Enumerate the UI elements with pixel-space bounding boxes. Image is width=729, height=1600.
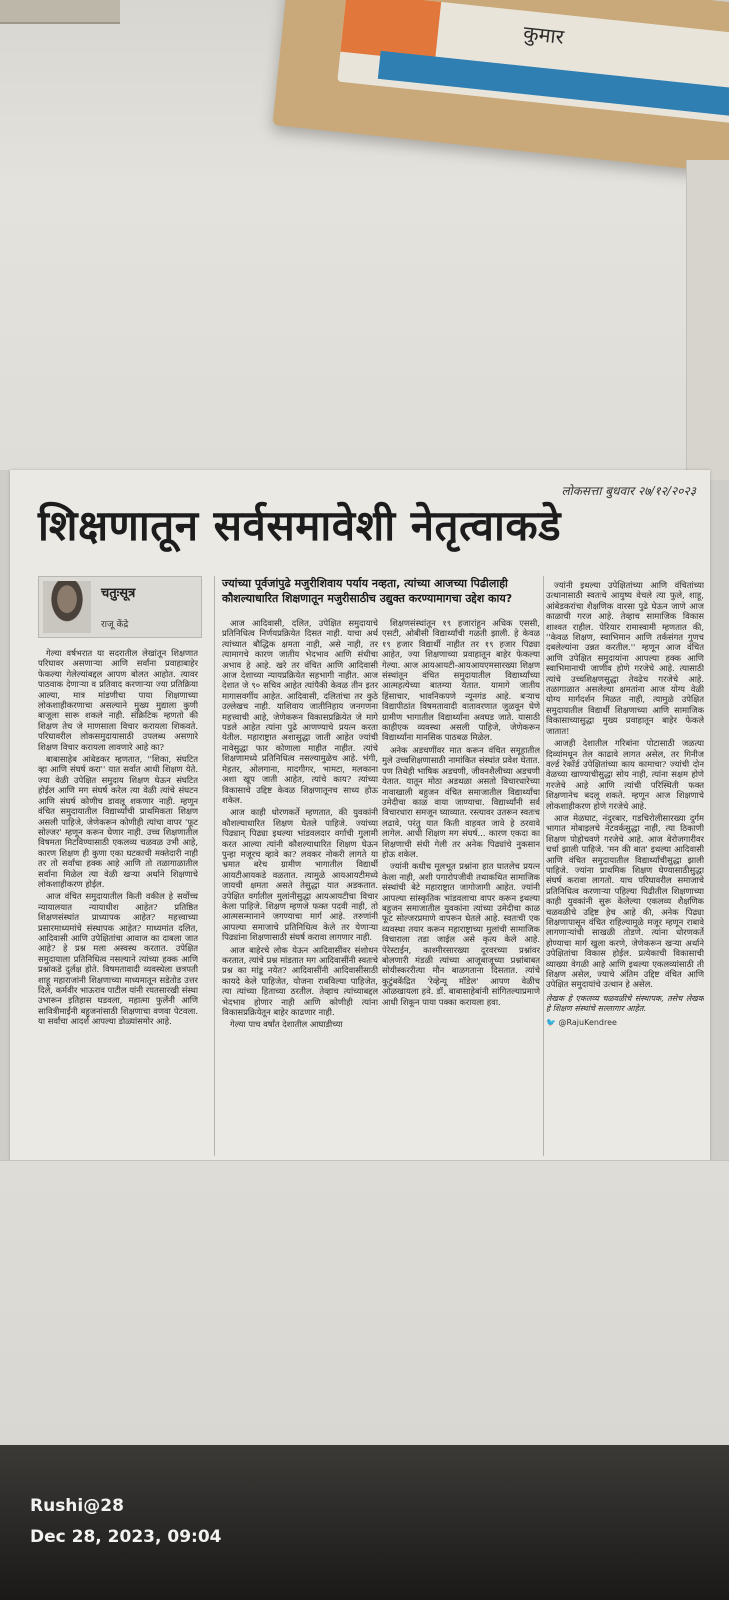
column-rule (214, 576, 215, 1156)
column-header (38, 576, 202, 638)
paragraph: आज वंचित समुदायातील किती वकील हे सर्वोच्च न्यायालयात न्यायाधीश आहेत? प्रतिष्ठित शिक्षणसंस्थांत प्राध्यापक आहेत? महत्त्वाच्या प्रसारमाध्यमांचे संस्थापक आहेत? माध्यमांत दलित, आदिवासी आणि उपेक्षितांचा आवाज का दाबला जात आहे? हे प्रश्न मला अस्वस्थ करतात. उपेक्षित समुदायाला प्रतिनिधित्व नसल्याने त्यांच्या हक्क आणि प्रश्नांकडे दुर्लक्ष होते. विषमतावादी व्यवस्थेला छत्रपती शाहू महाराजांनी शिक्षणाच्या माध्यमातून सडेतोड उत्तर दिले, कर्मवीर भाऊराव पाटील यांनी रयतसारखी संस्था उभारून इतिहास घडवला, महात्मा फुलेंनी आणि सावित्रीमाईंनी बहुजनांसाठी शिक्षणाचा वणवा पेटवला. या सर्वांचा आदर्श आपल्या डोळ्यांसमोर आहे. (38, 891, 198, 1027)
twitter-handle (546, 1018, 704, 1028)
paragraph: ज्यांनी इथल्या उपेक्षितांच्या आणि वंचितांच्या उत्थानासाठी स्वतःचे आयुष्य वेचले त्या फुले, शाहू, आंबेडकरांचा शैक्षणिक वारसा पुढे घेऊन जाणे आज काळाची गरज आहे. तेव्हाच सामाजिक विकास शाश्वत राहील. पेरियार रामास्वामी म्हणतात की, ''केवळ शिक्षण, स्वाभिमान आणि तर्कसंगत गुणच दबलेल्यांना उन्नत करतील.'' म्हणून आज वंचित आणि उपेक्षित समुदायांना आपल्या हक्क आणि स्वाभिमानाची जाणीव होणे गरजेचे आहे. त्यासाठी त्यांचे उच्चशिक्षणसुद्धा तेवढेच गरजेचे आहे. तळागाळात असलेल्या क्षमतांना आज योग्य वेळी योग्य मार्गदर्शन मिळत नाही, त्यामुळे उपेक्षित समुदायातील विद्यार्थी शिक्षणाच्या आणि सामाजिक विकासाच्यासुद्धा मुख्य प्रवाहातून बाहेर फेकले जातात! (546, 580, 704, 736)
paragraph: आजही देशातील गरिबांना पोटासाठी जळत्या दिव्यांमधून तेल काढावे लागत असेल, तर गिनीज वर्ल्ड रेकॉर्ड उपेक्षितांच्या काय कामाचा? ज्यांची दोन वेळच्या खाण्याचीसुद्धा सोय नाही, त्यांना सक्षम होणे गरजेचे आहे आणि त्यांची परिस्थिती फक्त शिक्षणानेच बदलू शकते. म्हणून आज शिक्षणाचे लोकशाहीकरण होणे गरजेचे आहे. (546, 738, 704, 811)
paragraph: गेल्या वर्षभरात या सदरातील लेखांतून शिक्षणात परिघावर असणाऱ्या आणि सर्वांना प्रवाहाबाहेर फेकल्या गेलेल्यांबद्दल आपण बोलत आहोत. त्यावर पाठवाक देणाऱ्या व प्रतिवाद करणाऱ्या ज्या प्रतिक्रिया आल्या, मात्र मांडणीचा पाया शिक्षणाच्या लोकशाहीकरणाचा असल्याने मुख्य मुद्याला कुणी बाजूला सारू शकले नाही. संक्रिटिक म्हणतो की शिक्षण तेच जे माणसाला विचार करायला शिकवते. परिघावरील लोकसमुदायासाठी उपलब्ध असणारे शिक्षण विचार करायला लावणारे आहे का? (38, 648, 198, 752)
author-name: राजू केंद्रे (101, 620, 129, 630)
article-column-2 (222, 618, 378, 1158)
paragraph: आज आदिवासी, दलित, उपेक्षित समुदायाचे प्रतिनिधित्व निर्णयप्रक्रियेत दिसत नाही. याचा अर्थ त्यांच्यात बौद्धिक क्षमता नाही, असे नाही, तर त्यामागचे कारण जातीय भेदभाव आणि संधीचा अभाव हे आहे. खरे तर वंचित आणि आदिवासी आज देशाच्या न्यायप्रक्रियेत सहभागी नाहीत. आज देशात जे ९० सचिव आहेत त्यांपैकी केवळ तीन इतर मागासवर्गीय आहेत. आदिवासी, दलितांचा तर कुठे उल्लेखच नाही. याशिवाय जातीनिहाय जनगणना महत्त्वाची आहे, जेणेकरून विकासप्रक्रियेत जे मागे पडले आहेत त्यांना पुढे आणण्याचे प्रयत्न करता येतील. महाराष्ट्रात अशासुद्धा जाती आहेत ज्यांची नावेसुद्धा फार कोणाला माहीत नाहीत. त्यांचे शिक्षणामध्ये प्रतिनिधित्व नसल्यामुळेच आहे. भंगी, मेहतर, ओलगाना, मादगीगर, भामटा, मलकाना अशा खूप जाती आहेत, त्यांचे काय? त्यांच्या विकासाचे उद्दिष्ट केवळ शिक्षणातूनच साध्य होऊ शकेल. (222, 618, 378, 805)
paragraph: ज्यांनी कधीच मूलभूत प्रश्नांना हात घातलेच प्रयत्न केला नाही, अशी पगारोपजीवी तथाकथित सामाजिक संस्थांची बेटे महाराष्ट्रात जागोजागी आहेत. ज्यांनी आपल्या सांस्कृतिक भांडवलाचा वापर करून इथल्या बहुजन समाजातील युवकांना त्यांच्या उमेदीचा काळ फूट सोल्जरप्रमाणे वापरून घेतले आहे. स्वतःची एक व्यवस्था तयार करून महाराष्ट्राच्या मुलांची सामाजिक विचाराला तडा जाईल असे कृत्य केले आहे. पेरेस्टाईन, काश्मीरसारख्या दूरवरच्या प्रश्नांवर बोलणारी मंडळी त्यांच्या आजूबाजूच्या प्रश्नांबाबत सोयीस्कररीत्या मौन बाळगताना दिसतात. त्यांचे कुटुंबकेंद्रित 'रेव्हेन्यू मॉडेल' आपण वेळीच ओळखायला हवे. डॉ. बाबासाहेबांनी सांगितल्याप्रमाणे आधी शिकून पाया पक्का करायला हवा. (382, 861, 540, 1007)
author-photo (43, 581, 91, 633)
paragraph: आज काही धोरणकर्ते म्हणतात, की युवकांनी कौशल्याधारित शिक्षण घेतले पाहिजे. ज्यांच्या पिढ्यान् पिढ्या इथल्या भांडवलदार वर्गाची गुलामी करत आल्या त्यांनी कौशल्याधारित शिक्षण घेऊन पुन्हा मजूरच व्हावे का? लवकर नोकरी लागते या भ्रमात बरेच ग्रामीण भागातील विद्यार्थी आयटीआयकडे वळतात. त्यामुळे आयआयटीमध्ये जायची क्षमता असते तेसुद्धा यात अडकतात. उपेक्षित वर्गातील मुलांनीसुद्धा आयआयटीचा विचार केला पाहिजे. शिक्षण म्हणजे फक्त पदवी नाही, तो आत्मसन्मानाने जगण्याचा मार्ग आहे. तरुणांनी आपल्या समाजाचे प्रतिनिधित्व केले तर येणाऱ्या पिढ्यांना शिक्षणासाठी संघर्ष करावा लागणार नाही. (222, 807, 378, 943)
column-name: चतुःसूत्र (101, 586, 136, 601)
headline: शिक्षणातून सर्वसमावेशी नेतृत्वाकडे (38, 501, 562, 550)
paragraph: शिक्षणसंस्थांतून १९ हजारांहून अधिक एससी, एसटी, ओबीसी विद्यार्थ्यांची गळती झाली. हे केवळ १९ हजार विद्यार्थी नाहीत तर १९ हजार पिढ्या आहेत, ज्या शिक्षणाच्या प्रवाहातून बाहेर फेकल्या गेल्या. आज आयआयटी-आयआयएमसारख्या शिक्षण संस्थांतून वंचित समुदायातील विद्यार्थ्यांच्या आत्महत्येच्या बातम्या येतात. यामागे जातीय हिंसाचार, भावनिकपणे न्यूनगंड आहे. बऱ्याच विद्यापीठांत विषमतावादी वातावरणात जुळवून घेणे ग्रामीण भागातील विद्यार्थ्यांना अवघड जाते. यासाठी काहीएक व्यवस्था असली पाहिजे, जेणेकरून विद्यार्थ्यांना मानसिक पाठबळ मिळेल. (382, 618, 540, 743)
paper-corner (0, 0, 120, 24)
twitter-icon: 🐦 (546, 1017, 556, 1027)
desk-background-lower (0, 1160, 729, 1445)
paragraph: आज बाहेरचे लोक येऊन आदिवासींवर संशोधन करतात, त्यांचे प्रश्न मांडतात मग आदिवासींनी स्वतःचे प्रश्न का मांडू नयेत? आदिवासींनी आदिवासींसाठी कायदे केले पाहिजेत, योजना राबविल्या पाहिजेत, त्या त्यांच्या हिताच्या ठरतील. तेव्हाच त्यांच्याबद्दल भेदभाव होणार नाही आणि कोणीही त्यांना विकासप्रक्रियेतून बाहेर काढणार नाही. (222, 944, 378, 1018)
watermark-user: Rushi@28 (30, 1496, 124, 1516)
article-column-3 (382, 618, 540, 1158)
book-label: कुमार (522, 20, 566, 49)
shadow-strip (686, 160, 729, 480)
twitter-handle-text: @RajuKendree (558, 1017, 617, 1027)
watermark-datetime: Dec 28, 2023, 09:04 (30, 1527, 222, 1547)
article-column-4 (546, 580, 704, 1110)
paragraph: बाबासाहेब आंबेडकर म्हणतात, ''शिका, संघटित व्हा आणि संघर्ष करा'' यात सर्वात आधी शिक्षण येते. ज्या वेळी उपेक्षित समुदाय शिक्षण घेऊन संघटित होईल आणि मग संघर्ष करेल त्या वेळी त्यांचे संघटन आणि संघर्ष कोणीच डावलू शकणार नाही. म्हणून वंचित समुदायातील विद्यार्थ्यांची प्राथमिकता शिक्षण असली पाहिजे, जेणेकरून कोणीही त्यांचा वापर 'फूट सोल्जर' म्हणून करून घेणार नाही. उच्च शिक्षणातील विषमता मिटविण्यासाठी एकलव्य चळवळ उभी आहे, कारण शिक्षण ही कुणा एका घटकाची मक्तेदारी नाही तर तो सर्वांचा हक्क आहे आणि तो तळागाळातील सर्वांना मिळेल त्या वेळी खऱ्या अर्थाने शिक्षणाचे लोकशाहीकरण होईल. (38, 754, 198, 889)
paragraph: गेल्या पाच वर्षांत देशातील आघाडीच्या (230, 1019, 343, 1030)
column-rule (543, 576, 544, 1156)
newspaper-clipping (10, 470, 710, 1160)
dateline: लोकसत्ता बुधवार २७/१२/२०२३ (561, 484, 696, 498)
author-note: लेखक हे एकलव्य चळवळीचे संस्थापक, तसेच लेखक हे शिक्षण संस्थांचे सल्लागार आहेत. (546, 993, 704, 1013)
dark-footer (0, 1445, 729, 1600)
article-column-1 (38, 648, 198, 1160)
paragraph: आज मेळघाट, नंदुरबार, गडचिरोलीसारख्या दुर्गम भागात मोबाइलचे नेटवर्कसुद्धा नाही, त्या ठिकाणी शिक्षण पोहोचवणे गरजेचे आहे. आज बेरोजगारीवर चर्चा झाली पाहिजे. 'मन की बात' इथल्या आदिवासी आणि वंचित समुदायातील विद्यार्थ्यांचीसुद्धा झाली पाहिजे. ज्यांना प्राथमिक शिक्षण घेण्यासाठीसुद्धा संघर्ष करावा लागतो. याच परिघावरील समाजाचे प्रतिनिधित्व करणाऱ्या पहिल्या पिढीतील शिक्षणाच्या काही युवकांनी सुरू केलेल्या एकलव्य शैक्षणिक चळवळीचे उद्दिष्ट हेच आहे की, अनेक पिढ्या शिक्षणापासून वंचित राहिल्यामुळे मजूर म्हणून राबावे लागणाऱ्यांची साखळी तोडणे. त्यांना धोरणकर्ते होण्याचा मार्ग खुला करणे, जेणेकरून खऱ्या अर्थाने उपेक्षितांचा विकास होईल. प्रत्येकाची विकासाची व्याख्या वेगळी आहे आणि इथल्या एकलव्यांसाठी ती शिक्षण असेल, ज्याचे अंतिम उद्दिष्ट वंचित आणि उपेक्षित समुदायांचे उत्थान हे असेल. (546, 812, 704, 990)
paragraph: अनेक अडचणींवर मात करून वंचित समूहातील मुले उच्चशिक्षणासाठी नामांकित संस्थांत प्रवेश घेतात. पण तिथेही भाषिक अडचणी, जीवनशैलीच्या अडचणी येतात. यातून मोठा अडथळा असतो विचारधारेच्या नावाखाली बहुजन वंचित समाजातील विद्यार्थ्यांचा उमेदीचा काळ वाया जाण्याचा. विद्यार्थ्यांनी सर्व विचारधारा समजून घ्याव्यात. रस्त्यावर उतरून स्वतःच लढावे, परंतु यात किती वाहवत जावे हे ठरवावे लागेल. आधी शिक्षण मग संघर्ष... कारण एकदा का शिक्षणाची संधी गेली तर अनेक पिढ्यांचे नुकसान होऊ शकेल. (382, 744, 540, 859)
deck: ज्यांच्या पूर्वजांपुढे मजुरीशिवाय पर्याय नव्हता, त्यांच्या आजच्या पिढीलाही कौशल्याधारित शिक्षणातून मजुरीसाठीच उद्युक्त करण्यामागचा उद्देश काय? (222, 577, 513, 605)
